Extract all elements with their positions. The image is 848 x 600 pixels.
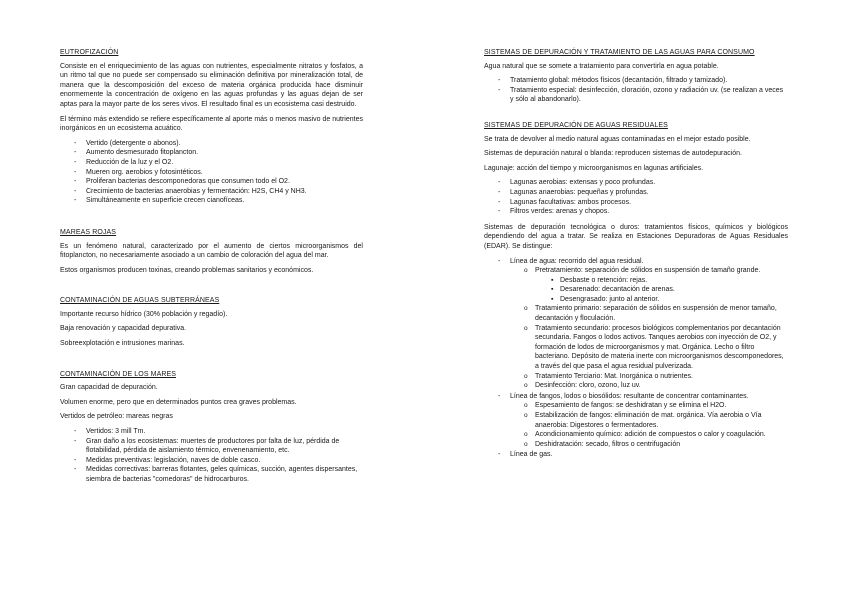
subterraneas-line-1: Importante recurso hídrico (30% población y regadío). <box>60 310 228 318</box>
list-item: - Filtros verdes: arenas y chopos. <box>498 207 788 217</box>
right-column <box>484 48 788 466</box>
heading-contaminacion-mares: CONTAMINACIÓN DE LOS MARES <box>60 370 177 378</box>
subterraneas-line-2: Baja renovación y capacidad depurativa. <box>60 325 187 333</box>
list-item: - Gran daño a los ecosistemas: muertes de productores por falta de luz, pérdida de flotabilidad, pérdida de aislamiento térmico, envenenamiento, etc. <box>74 437 363 456</box>
consumo-list <box>484 76 788 105</box>
list-item: - Medidas correctivas: barreras flotantes, geles químicas, succión, agentes dispersantes, siembra de bacterias "comedoras" de hidrocarburos. <box>74 465 363 484</box>
list-item: - Lagunas anaerobias: pequeñas y profundas. <box>498 188 788 198</box>
list-item: - Medidas preventivas: legislación, naves de doble casco. <box>74 456 363 466</box>
list-item: o Deshidratación: secado, filtros o centrifugación <box>524 440 788 450</box>
linea-agua-sublist <box>510 266 788 391</box>
consumo-intro: Agua natural que se somete a tratamiento para convertirla en agua potable. <box>484 62 719 70</box>
list-item: o Acondicionamiento químico: adición de compuestos o calor y coagulación. <box>524 430 788 440</box>
list-item: - Simultáneamente en superficie crecen cianofíceas. <box>74 196 363 206</box>
list-item: - Crecimiento de bacterias anaerobias y fermentación: H2S, CH4 y NH3. <box>74 187 363 197</box>
heading-eutrofizacion: EUTROFIZACIÓN <box>60 49 119 56</box>
list-item: - Lagunas aerobias: extensas y poco profundas. <box>498 178 788 188</box>
lagunas-list <box>484 178 788 216</box>
heading-aguas-residuales: SISTEMAS DE DEPURACIÓN DE AGUAS RESIDUALES <box>484 121 668 129</box>
list-item: ▪ Desengrasado: junto al anterior. <box>551 295 788 305</box>
list-item: o Tratamiento primario: separación de sólidos en suspensión de menor tamaño, decantación y floculación. <box>524 304 788 323</box>
mares-line-1: Gran capacidad de depuración. <box>60 384 158 392</box>
list-item-linea-agua <box>498 257 788 391</box>
heading-aguas-subterraneas: CONTAMINACIÓN DE AGUAS SUBTERRÁNEAS <box>60 297 220 305</box>
pretratamiento-label: Pretratamiento: separación de sólidos en suspensión de tamaño grande. <box>535 267 761 275</box>
mares-line-2: Volumen enorme, pero que en determinados puntos crea graves problemas. <box>60 398 297 406</box>
mares-line-3: Vertidos de petróleo: mareas negras <box>60 413 173 421</box>
list-item: - Tratamiento global: métodos físicos (decantación, filtrado y tamizado). <box>498 76 788 86</box>
list-item: - Lagunas facultativas: ambos procesos. <box>498 198 788 208</box>
residuales-tecnologica: Sistemas de depuración tecnológica o duros: tratamientos físicos, químicos y biológicos dependiendo del agua a tratar. Se realiza en Estaciones Depuradoras de Aguas Residuales (EDAR). Se distingue: <box>484 223 788 250</box>
list-item: o Tratamiento Terciario: Mat. Inorgánica o nutrientes. <box>524 372 788 382</box>
eutrofizacion-note: El término más extendido se refiere específicamente al aporte más o menos masivo de nutrientes inorgánicos en un ecosistema acuático. <box>60 115 363 133</box>
eutrofizacion-list <box>60 139 363 206</box>
list-item: - Reducción de la luz y el O2. <box>74 158 363 168</box>
subterraneas-line-3: Sobreexplotación e intrusiones marinas. <box>60 340 185 348</box>
list-item: o Estabilización de fangos: eliminación de mat. orgánica. Vía aerobia o Vía anaerobia: Digestores o fermentadores. <box>524 411 788 430</box>
pretratamiento-sublist <box>535 276 788 305</box>
list-item-linea-gas: - Línea de gas. <box>498 450 788 460</box>
list-item-linea-fangos <box>498 392 788 450</box>
heading-mareas-rojas: MAREAS ROJAS <box>60 228 117 236</box>
linea-agua-label: Línea de agua: recorrido del agua residual. <box>510 257 644 265</box>
list-item: - Aumento desmesurado fitoplancton. <box>74 148 363 158</box>
eutrofizacion-definition: Consiste en el enriquecimiento de las aguas con nutrientes, especialmente nitratos y fosfatos, a un ritmo tal que no puede ser compensado su eliminación definitiva por mineralización total, de manera que la descomposición del exceso de materia orgánica producida hace disminuir enormemente la concentración de oxígeno en las aguas profundas y las aguas dejan de ser aptas para la mayor parte de los seres vivos. El resultado final es un ecosistema casi destruido. <box>60 62 363 108</box>
list-item: ▪ Desbaste o retención: rejas. <box>551 276 788 286</box>
list-item: o Desinfección: cloro, ozono, luz uv. <box>524 381 788 391</box>
lineas-list <box>484 257 788 460</box>
heading-depuracion-consumo: SISTEMAS DE DEPURACIÓN Y TRATAMIENTO DE LAS AGUAS PARA CONSUMO <box>484 49 755 56</box>
list-item-pretratamiento <box>524 266 788 304</box>
residuales-lagunaje: Lagunaje: acción del tiempo y microorganismos en lagunas artificiales. <box>484 164 704 172</box>
linea-fangos-sublist <box>510 401 788 449</box>
mareas-effects: Estos organismos producen toxinas, creando problemas sanitarios y económicos. <box>60 266 314 274</box>
mares-list <box>60 427 363 485</box>
list-item: o Tratamiento secundario: procesos biológicos complementarios por decantación secundaria. Fangos o lodos activos. Tanques aerobios con inyección de O2, y formación de lodos de microorganismos y mat. Orgánica. Lecho o filtro bacteriano. Depósito de materia inerte con microorganismos descomponedores, a través del que pasa el agua residual pulverizada. <box>524 324 788 372</box>
list-item: ▪ Desarenado: decantación de arenas. <box>551 285 788 295</box>
list-item: - Mueren org. aerobios y fotosintéticos. <box>74 168 363 178</box>
list-item: - Proliferan bacterias descomponedoras que consumen todo el O2. <box>74 177 363 187</box>
left-column <box>60 48 363 491</box>
residuales-natural: Sistemas de depuración natural o blanda: reproducen sistemas de autodepuración. <box>484 150 742 158</box>
mareas-definition: Es un fenómeno natural, caracterizado por el aumento de ciertos microorganismos del fitoplancton, no necesariamente asociado a un cambio de coloración del agua del mar. <box>60 242 363 260</box>
list-item: - Vertido (detergente o abonos). <box>74 139 363 149</box>
list-item: o Espesamiento de fangos: se deshidratan y se elimina el H2O. <box>524 401 788 411</box>
linea-fangos-label: Línea de fangos, lodos o biosólidos: resultante de concentrar contaminantes. <box>510 392 749 400</box>
list-item: - Tratamiento especial: desinfección, cloración, ozono y radiación uv. (se realizan a veces y sólo al abandonarlo). <box>498 86 788 105</box>
residuales-intro: Se trata de devolver al medio natural aguas contaminadas en el mejor estado posible. <box>484 135 751 143</box>
list-item: - Vertidos: 3 mill Tm. <box>74 427 363 437</box>
